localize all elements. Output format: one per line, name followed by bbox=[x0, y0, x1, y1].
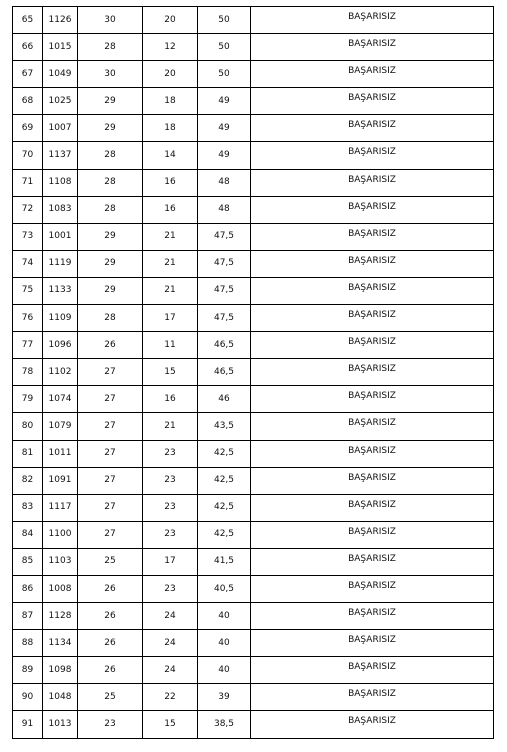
score-b-cell: 23 bbox=[143, 467, 198, 494]
table-row bbox=[13, 277, 494, 304]
student-id-cell: 1102 bbox=[43, 359, 78, 386]
total-score-cell: 50 bbox=[198, 7, 251, 34]
row-number-cell: 77 bbox=[13, 332, 43, 359]
student-id-cell: 1100 bbox=[43, 521, 78, 548]
result-status-cell: BAŞARISIZ bbox=[251, 223, 494, 250]
student-id-cell: 1117 bbox=[43, 494, 78, 521]
result-status-cell: BAŞARISIZ bbox=[251, 494, 494, 521]
result-status-cell: BAŞARISIZ bbox=[251, 169, 494, 196]
score-a-cell: 25 bbox=[78, 548, 143, 575]
row-number-cell: 83 bbox=[13, 494, 43, 521]
row-number-cell: 82 bbox=[13, 467, 43, 494]
score-b-cell: 17 bbox=[143, 548, 198, 575]
table-row bbox=[13, 142, 494, 169]
score-b-cell: 16 bbox=[143, 386, 198, 413]
student-id-cell: 1096 bbox=[43, 332, 78, 359]
score-a-cell: 23 bbox=[78, 711, 143, 738]
total-score-cell: 49 bbox=[198, 142, 251, 169]
table-row bbox=[13, 196, 494, 223]
total-score-cell: 38,5 bbox=[198, 711, 251, 738]
total-score-cell: 48 bbox=[198, 169, 251, 196]
total-score-cell: 46 bbox=[198, 386, 251, 413]
score-b-cell: 11 bbox=[143, 332, 198, 359]
table-row bbox=[13, 359, 494, 386]
score-b-cell: 23 bbox=[143, 494, 198, 521]
score-a-cell: 27 bbox=[78, 467, 143, 494]
student-id-cell: 1013 bbox=[43, 711, 78, 738]
table-row bbox=[13, 61, 494, 88]
row-number-cell: 87 bbox=[13, 603, 43, 630]
score-a-cell: 27 bbox=[78, 359, 143, 386]
score-a-cell: 28 bbox=[78, 196, 143, 223]
result-status-cell: BAŞARISIZ bbox=[251, 630, 494, 657]
student-id-cell: 1137 bbox=[43, 142, 78, 169]
table-row bbox=[13, 711, 494, 738]
result-status-cell: BAŞARISIZ bbox=[251, 657, 494, 684]
table-row bbox=[13, 34, 494, 61]
row-number-cell: 70 bbox=[13, 142, 43, 169]
total-score-cell: 47,5 bbox=[198, 277, 251, 304]
total-score-cell: 40 bbox=[198, 603, 251, 630]
table-row bbox=[13, 521, 494, 548]
row-number-cell: 90 bbox=[13, 684, 43, 711]
score-a-cell: 25 bbox=[78, 684, 143, 711]
score-a-cell: 27 bbox=[78, 494, 143, 521]
score-b-cell: 17 bbox=[143, 305, 198, 332]
table-row bbox=[13, 467, 494, 494]
score-a-cell: 29 bbox=[78, 250, 143, 277]
total-score-cell: 46,5 bbox=[198, 332, 251, 359]
row-number-cell: 71 bbox=[13, 169, 43, 196]
score-a-cell: 26 bbox=[78, 332, 143, 359]
total-score-cell: 40 bbox=[198, 657, 251, 684]
results-table bbox=[12, 6, 494, 739]
student-id-cell: 1048 bbox=[43, 684, 78, 711]
result-status-cell: BAŞARISIZ bbox=[251, 115, 494, 142]
student-id-cell: 1083 bbox=[43, 196, 78, 223]
table-row bbox=[13, 332, 494, 359]
row-number-cell: 67 bbox=[13, 61, 43, 88]
result-status-cell: BAŞARISIZ bbox=[251, 575, 494, 602]
student-id-cell: 1103 bbox=[43, 548, 78, 575]
student-id-cell: 1091 bbox=[43, 467, 78, 494]
result-status-cell: BAŞARISIZ bbox=[251, 521, 494, 548]
score-a-cell: 26 bbox=[78, 603, 143, 630]
row-number-cell: 74 bbox=[13, 250, 43, 277]
table-row bbox=[13, 88, 494, 115]
result-status-cell: BAŞARISIZ bbox=[251, 467, 494, 494]
total-score-cell: 42,5 bbox=[198, 440, 251, 467]
row-number-cell: 78 bbox=[13, 359, 43, 386]
score-b-cell: 23 bbox=[143, 440, 198, 467]
table-row bbox=[13, 250, 494, 277]
score-b-cell: 16 bbox=[143, 169, 198, 196]
result-status-cell: BAŞARISIZ bbox=[251, 142, 494, 169]
table-row bbox=[13, 386, 494, 413]
result-status-cell: BAŞARISIZ bbox=[251, 386, 494, 413]
table-row bbox=[13, 440, 494, 467]
score-b-cell: 14 bbox=[143, 142, 198, 169]
student-id-cell: 1079 bbox=[43, 413, 78, 440]
row-number-cell: 72 bbox=[13, 196, 43, 223]
row-number-cell: 75 bbox=[13, 277, 43, 304]
score-a-cell: 26 bbox=[78, 630, 143, 657]
table-row bbox=[13, 305, 494, 332]
row-number-cell: 80 bbox=[13, 413, 43, 440]
row-number-cell: 81 bbox=[13, 440, 43, 467]
table-row bbox=[13, 575, 494, 602]
result-status-cell: BAŞARISIZ bbox=[251, 603, 494, 630]
row-number-cell: 76 bbox=[13, 305, 43, 332]
student-id-cell: 1126 bbox=[43, 7, 78, 34]
result-status-cell: BAŞARISIZ bbox=[251, 34, 494, 61]
score-b-cell: 18 bbox=[143, 88, 198, 115]
row-number-cell: 65 bbox=[13, 7, 43, 34]
row-number-cell: 69 bbox=[13, 115, 43, 142]
table-row bbox=[13, 115, 494, 142]
total-score-cell: 39 bbox=[198, 684, 251, 711]
total-score-cell: 43,5 bbox=[198, 413, 251, 440]
score-b-cell: 15 bbox=[143, 359, 198, 386]
score-a-cell: 27 bbox=[78, 440, 143, 467]
score-b-cell: 24 bbox=[143, 657, 198, 684]
student-id-cell: 1015 bbox=[43, 34, 78, 61]
result-status-cell: BAŞARISIZ bbox=[251, 7, 494, 34]
result-status-cell: BAŞARISIZ bbox=[251, 548, 494, 575]
student-id-cell: 1098 bbox=[43, 657, 78, 684]
table-row bbox=[13, 684, 494, 711]
row-number-cell: 86 bbox=[13, 575, 43, 602]
score-b-cell: 20 bbox=[143, 7, 198, 34]
total-score-cell: 50 bbox=[198, 61, 251, 88]
score-a-cell: 26 bbox=[78, 657, 143, 684]
total-score-cell: 42,5 bbox=[198, 521, 251, 548]
score-b-cell: 23 bbox=[143, 575, 198, 602]
student-id-cell: 1128 bbox=[43, 603, 78, 630]
total-score-cell: 42,5 bbox=[198, 494, 251, 521]
result-status-cell: BAŞARISIZ bbox=[251, 250, 494, 277]
student-id-cell: 1025 bbox=[43, 88, 78, 115]
total-score-cell: 42,5 bbox=[198, 467, 251, 494]
table-row bbox=[13, 603, 494, 630]
total-score-cell: 48 bbox=[198, 196, 251, 223]
score-a-cell: 28 bbox=[78, 142, 143, 169]
total-score-cell: 49 bbox=[198, 115, 251, 142]
total-score-cell: 47,5 bbox=[198, 223, 251, 250]
total-score-cell: 49 bbox=[198, 88, 251, 115]
score-b-cell: 21 bbox=[143, 277, 198, 304]
result-status-cell: BAŞARISIZ bbox=[251, 684, 494, 711]
student-id-cell: 1011 bbox=[43, 440, 78, 467]
student-id-cell: 1049 bbox=[43, 61, 78, 88]
score-b-cell: 16 bbox=[143, 196, 198, 223]
score-b-cell: 23 bbox=[143, 521, 198, 548]
result-status-cell: BAŞARISIZ bbox=[251, 440, 494, 467]
row-number-cell: 66 bbox=[13, 34, 43, 61]
table-row bbox=[13, 413, 494, 440]
score-a-cell: 28 bbox=[78, 305, 143, 332]
score-a-cell: 26 bbox=[78, 575, 143, 602]
row-number-cell: 68 bbox=[13, 88, 43, 115]
score-a-cell: 29 bbox=[78, 115, 143, 142]
table-row bbox=[13, 657, 494, 684]
score-a-cell: 29 bbox=[78, 277, 143, 304]
score-b-cell: 21 bbox=[143, 250, 198, 277]
table-row bbox=[13, 630, 494, 657]
score-b-cell: 21 bbox=[143, 223, 198, 250]
table-body bbox=[13, 7, 494, 739]
row-number-cell: 84 bbox=[13, 521, 43, 548]
student-id-cell: 1074 bbox=[43, 386, 78, 413]
row-number-cell: 91 bbox=[13, 711, 43, 738]
table-row bbox=[13, 7, 494, 34]
score-a-cell: 28 bbox=[78, 34, 143, 61]
total-score-cell: 47,5 bbox=[198, 250, 251, 277]
table-row bbox=[13, 548, 494, 575]
result-status-cell: BAŞARISIZ bbox=[251, 196, 494, 223]
table-row bbox=[13, 169, 494, 196]
score-b-cell: 22 bbox=[143, 684, 198, 711]
total-score-cell: 40 bbox=[198, 630, 251, 657]
score-b-cell: 12 bbox=[143, 34, 198, 61]
score-b-cell: 24 bbox=[143, 603, 198, 630]
total-score-cell: 47,5 bbox=[198, 305, 251, 332]
score-a-cell: 28 bbox=[78, 169, 143, 196]
student-id-cell: 1108 bbox=[43, 169, 78, 196]
score-a-cell: 27 bbox=[78, 413, 143, 440]
score-a-cell: 27 bbox=[78, 521, 143, 548]
result-status-cell: BAŞARISIZ bbox=[251, 88, 494, 115]
result-status-cell: BAŞARISIZ bbox=[251, 711, 494, 738]
score-b-cell: 24 bbox=[143, 630, 198, 657]
row-number-cell: 89 bbox=[13, 657, 43, 684]
student-id-cell: 1134 bbox=[43, 630, 78, 657]
total-score-cell: 50 bbox=[198, 34, 251, 61]
row-number-cell: 73 bbox=[13, 223, 43, 250]
table-row bbox=[13, 223, 494, 250]
score-a-cell: 27 bbox=[78, 386, 143, 413]
student-id-cell: 1133 bbox=[43, 277, 78, 304]
row-number-cell: 88 bbox=[13, 630, 43, 657]
student-id-cell: 1001 bbox=[43, 223, 78, 250]
total-score-cell: 46,5 bbox=[198, 359, 251, 386]
score-a-cell: 29 bbox=[78, 88, 143, 115]
result-status-cell: BAŞARISIZ bbox=[251, 277, 494, 304]
result-status-cell: BAŞARISIZ bbox=[251, 332, 494, 359]
result-status-cell: BAŞARISIZ bbox=[251, 61, 494, 88]
student-id-cell: 1109 bbox=[43, 305, 78, 332]
total-score-cell: 40,5 bbox=[198, 575, 251, 602]
student-id-cell: 1119 bbox=[43, 250, 78, 277]
score-a-cell: 30 bbox=[78, 7, 143, 34]
result-status-cell: BAŞARISIZ bbox=[251, 413, 494, 440]
table-row bbox=[13, 494, 494, 521]
result-status-cell: BAŞARISIZ bbox=[251, 305, 494, 332]
score-b-cell: 21 bbox=[143, 413, 198, 440]
student-id-cell: 1007 bbox=[43, 115, 78, 142]
score-b-cell: 18 bbox=[143, 115, 198, 142]
score-b-cell: 20 bbox=[143, 61, 198, 88]
score-b-cell: 15 bbox=[143, 711, 198, 738]
result-status-cell: BAŞARISIZ bbox=[251, 359, 494, 386]
score-a-cell: 29 bbox=[78, 223, 143, 250]
row-number-cell: 79 bbox=[13, 386, 43, 413]
total-score-cell: 41,5 bbox=[198, 548, 251, 575]
student-id-cell: 1008 bbox=[43, 575, 78, 602]
score-a-cell: 30 bbox=[78, 61, 143, 88]
row-number-cell: 85 bbox=[13, 548, 43, 575]
